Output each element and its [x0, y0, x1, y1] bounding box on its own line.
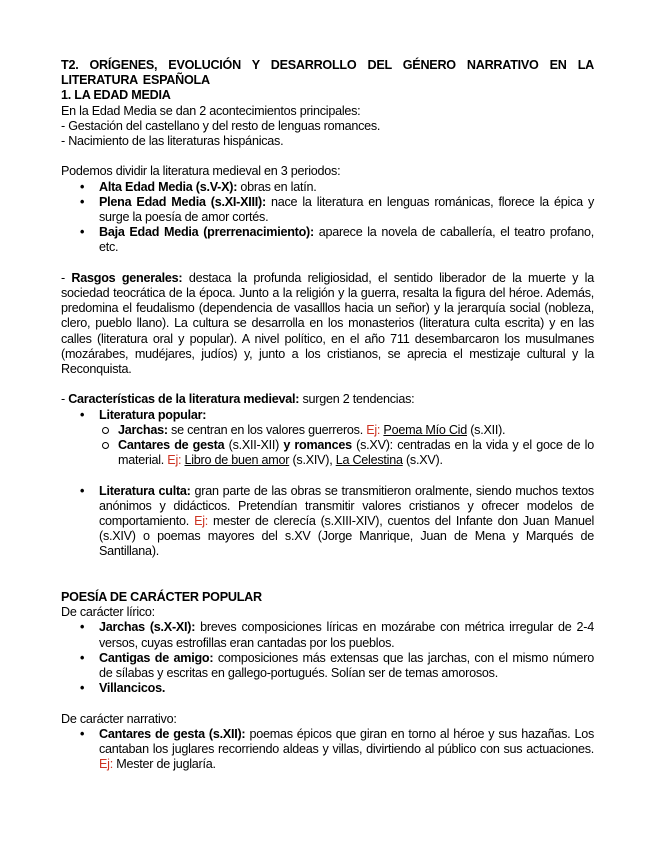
sublist-item: Cantares de gesta (s.XII-XII) y romances (s.XV): centradas en la vida y el goce de lo material. Ej: Libro de buen amor (s.XIV), La Celestina (s.XV). [99, 438, 594, 468]
section-heading-edad-media: 1. LA EDAD MEDIA [61, 88, 171, 103]
item-label: Baja Edad Media (prerrenacimiento): [99, 225, 314, 240]
narrativo-list [61, 727, 594, 773]
rasgos-label: Rasgos generales: [71, 270, 183, 285]
list-item [61, 195, 594, 225]
popular-sublist [99, 423, 594, 469]
list-item: • Cantares de gesta (s.XII): poemas épicos que giran en torno al héroe y sus hazañas. Los cantaban los juglares recorriendo aldeas y villas, divirtiendo al público con sus actuaciones. Ej: Mester de juglaría. [61, 727, 594, 773]
document-title: T2. ORÍGENES, EVOLUCIÓN Y DESARROLLO DEL GÉNERO NARRATIVO EN LA LITERATURA ESPAÑOLA [61, 58, 594, 88]
point-text: - Gestación del castellano y del resto de lenguas romances. [61, 118, 381, 133]
example-marker: Ej: [99, 757, 113, 772]
caracteristicas-paragraph: - Características de la literatura medieval: surgen 2 tendencias: [61, 392, 415, 407]
popular-label: Literatura popular: [99, 407, 207, 422]
lirico-intro: De carácter lírico: [61, 605, 155, 620]
caracteristicas-label: Características de la literatura medieval: [68, 392, 300, 407]
item-text: aparece la novela de caballería, el teatro profano, etc. [99, 225, 594, 255]
rasgos-paragraph: - Rasgos generales: destaca la profunda religiosidad, el sentido liberador de la muerte y la sociedad teocrática de la época. Junto a la religión y la guerra, resalta la figura del héroe. Además, predomina el feudalismo (dependencia de vasalllos hacia un señor) y la jerarquía social (nobleza, clero, pueblo llano). La cultura se desarrolla en los monasterios (literatura culta escrita) y en las calles (literatura oral y popular). A nivel político, en el año 711 desembarcaron los musulmanes (mozárabes, mudéjares, judíos) y, junto a los cristianos, se aprecia el mestizaje cultural y la Reconquista. [61, 270, 594, 377]
list-item: • Jarchas (s.X-XI): breves composiciones líricas en mozárabe con métrica irregular de 2-4 versos, cuyas estrofillas eran cantadas por los pueblos. [61, 620, 594, 650]
periods-intro: Podemos dividir la literatura medieval en 3 periodos: [61, 164, 341, 179]
item-label: Plena Edad Media (s.XI-XIII): [99, 194, 266, 209]
rasgos-text: destaca la profunda religiosidad, el sentido liberador de la muerte y la sociedad teocrática de la época. Junto a la religión y la guerra, resalta la figura del héroe. Además, predomina el feudalismo (dependencia de vasalllos hacia un señor) y la jerarquía social (nobleza, clero, pueblo llano). La cultura se desarrolla en los monasterios (literatura culta escrita) y en las calles (literatura oral y popular). A nivel político, en el año 711 desembarcaron los musulmanes (mozárabes, mudéjares, judíos) y, junto a los cristianos, se aprecia el mestizaje cultural y la Reconquista. [61, 270, 594, 377]
work-title: La Celestina [335, 453, 403, 468]
list-item: • Cantigas de amigo: composiciones más extensas que las jarchas, con el mismo número de sílabas y escritas en gallego-portugués. Solían ser de temas amorosos. [61, 651, 594, 681]
work-title: Libro de buen amor [184, 453, 290, 468]
culta-label: Literatura culta: [99, 483, 191, 498]
item-text: obras en latín. [237, 179, 317, 194]
list-item [61, 180, 594, 195]
point-text: - Nacimiento de las literaturas hispánicas. [61, 134, 284, 149]
list-item [61, 408, 594, 484]
periods-list [61, 180, 594, 256]
item-text: nace la literatura en lenguas románicas, florece la épica y surge la poesía de amor cortés. [99, 194, 594, 225]
lirico-list [61, 620, 594, 696]
example-marker: Ej: [194, 514, 209, 529]
list-item: • Villancicos. [61, 681, 594, 696]
sublist-item: Jarchas: se centran en los valores guerreros. Ej: Poema Mío Cid (s.XII). [99, 423, 594, 438]
section-heading-poesia: POESÍA DE CARÁCTER POPULAR [61, 590, 262, 605]
intro-text: En la Edad Media se dan 2 acontecimientos principales: [61, 103, 361, 118]
narrativo-intro: De carácter narrativo: [61, 711, 177, 726]
tendencias-list [61, 408, 594, 560]
example-marker: Ej: [167, 453, 182, 468]
list-item [61, 225, 594, 255]
example-marker: Ej: [366, 422, 381, 437]
work-title: Poema Mío Cid [383, 422, 467, 437]
list-item: • Literatura culta: gran parte de las obras se transmitieron oralmente, siendo muchos textos anónimos y didácticos. Pretendían transmitir valores cristianos y ofrecer modelos de comportamiento. Ej: mester de clerecía (s.XIII-XIV), cuentos del Infante don Juan Manuel (s.XIV) o poemas mayores del s.XV (Jorge Manrique, Juan de Mena y Marqués de Santillana). [61, 484, 594, 560]
item-label: Alta Edad Media (s.V-X): [99, 179, 238, 194]
